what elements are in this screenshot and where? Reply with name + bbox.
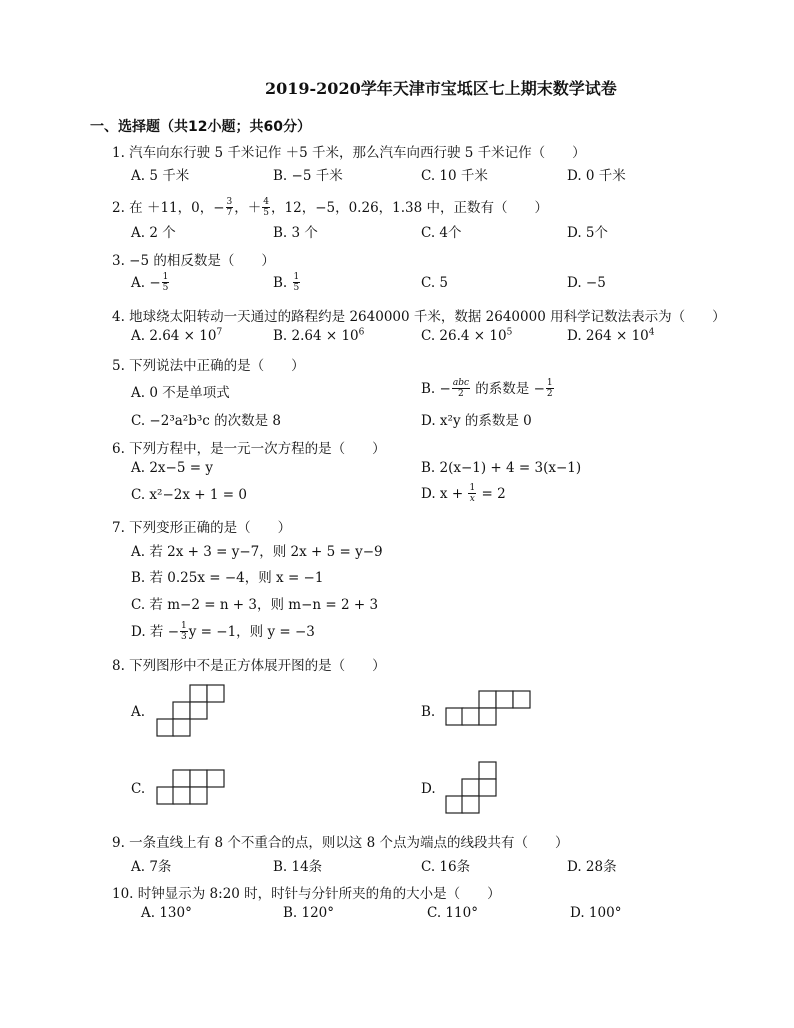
- q10-option-b: B. 120°: [283, 905, 335, 921]
- q8-cube-net-c: [156, 769, 226, 805]
- q8-option-c-label: C.: [131, 781, 146, 797]
- q4-option-d: D. $264 \times 10^4$: [567, 327, 655, 344]
- q3-option-d: D. −5: [567, 275, 606, 291]
- q2-option-d: D. 5个: [567, 225, 609, 241]
- question-4-stem: 4. 地球绕太阳转动一天通过的路程约是 2640000 千米，数据 2640000 用科学记数法表示为（ ）: [112, 309, 726, 325]
- q7-option-b: B. 若 0.25x = −4，则 x = −1: [131, 570, 324, 586]
- question-5-stem: 5. 下列说法中正确的是（ ）: [112, 358, 305, 374]
- q5-option-c: C. −2³a²b³c 的次数是 8: [131, 413, 281, 429]
- q6-option-d: D. x + $\frac{1}{x}$ = 2: [421, 483, 506, 504]
- q8-option-a-label: A.: [131, 704, 146, 720]
- q5-option-d: D. x²y 的系数是 0: [421, 413, 532, 429]
- q2-option-c: C. 4个: [421, 225, 462, 241]
- q5-option-a: A. 0 不是单项式: [131, 385, 230, 401]
- q9-option-c: C. 16条: [421, 859, 471, 875]
- question-2-stem: 2. 在 ＋11，0，− $\frac{3}{7}$ ，＋ $\frac{4}{5}$ ，12，−5，0.26，1.38 中，正数有（ ）: [112, 197, 549, 218]
- q7-option-a: A. 若 2x + 3 = y−7，则 2x + 5 = y−9: [131, 544, 383, 560]
- q1-option-d: D. 0 千米: [567, 168, 626, 184]
- q7-option-d: D. 若 − $\frac{1}{3}$ y = −1，则 y = −3: [131, 621, 315, 642]
- q9-option-d: D. 28条: [567, 859, 617, 875]
- q8-cube-net-b: [445, 690, 531, 726]
- q1-option-c: C. 10 千米: [421, 168, 488, 184]
- q9-option-b: B. 14条: [273, 859, 323, 875]
- q2-option-b: B. 3 个: [273, 225, 318, 241]
- q6-option-b: B. 2(x−1) + 4 = 3(x−1): [421, 460, 582, 476]
- q8-option-d-label: D.: [421, 781, 436, 797]
- q3-option-c: C. 5: [421, 275, 449, 291]
- q1-option-a: A. 5 千米: [131, 168, 190, 184]
- q3-option-a: A. − $\frac{1}{5}$: [131, 272, 169, 293]
- question-10-stem: 10. 时钟显示为 8:20 时，时针与分针所夹的角的大小是（ ）: [112, 886, 501, 902]
- question-3-stem: 3. −5 的相反数是（ ）: [112, 253, 275, 269]
- q10-option-c: C. 110°: [427, 905, 478, 921]
- section-heading: 一、选择题（共12小题；共60分）: [90, 119, 311, 135]
- q10-option-a: A. 130°: [141, 905, 192, 921]
- fraction: $\frac{3}{7}$: [226, 197, 233, 218]
- fraction: $\frac{4}{5}$: [263, 197, 270, 218]
- q8-option-b-label: B.: [421, 704, 436, 720]
- q4-option-c: C. $26.4 \times 10^5$: [421, 327, 513, 344]
- q3-option-b: B. $\frac{1}{5}$: [273, 272, 300, 293]
- q4-option-b: B. $2.64 \times 10^6$: [273, 327, 365, 344]
- q4-option-a: A. $2.64 \times 10^7$: [131, 327, 223, 344]
- q6-option-a: A. 2x−5 = y: [131, 460, 213, 476]
- q7-option-c: C. 若 m−2 = n + 3，则 m−n = 2 + 3: [131, 597, 379, 613]
- q6-option-c: C. x²−2x + 1 = 0: [131, 487, 247, 503]
- question-1-stem: 1. 汽车向东行驶 5 千米记作 ＋5 千米，那么汽车向西行驶 5 千米记作（ ）: [112, 145, 586, 161]
- page-title: 2019-2020学年天津市宝坻区七上期末数学试卷: [265, 79, 617, 98]
- q10-option-d: D. 100°: [570, 905, 622, 921]
- q1-option-b: B. −5 千米: [273, 168, 343, 184]
- question-9-stem: 9. 一条直线上有 8 个不重合的点，则以这 8 个点为端点的线段共有（ ）: [112, 835, 569, 851]
- q9-option-a: A. 7条: [131, 859, 172, 875]
- question-7-stem: 7. 下列变形正确的是（ ）: [112, 520, 292, 536]
- question-6-stem: 6. 下列方程中，是一元一次方程的是（ ）: [112, 441, 386, 457]
- q8-cube-net-d: [445, 761, 499, 814]
- q5-option-b: B. − $\frac{\text{abc}}{2}$ 的系数是 − $\frac{1}{2}$: [421, 378, 553, 399]
- q8-cube-net-a: [156, 684, 226, 736]
- q2-option-a: A. 2 个: [131, 225, 176, 241]
- question-8-stem: 8. 下列图形中不是正方体展开图的是（ ）: [112, 658, 386, 674]
